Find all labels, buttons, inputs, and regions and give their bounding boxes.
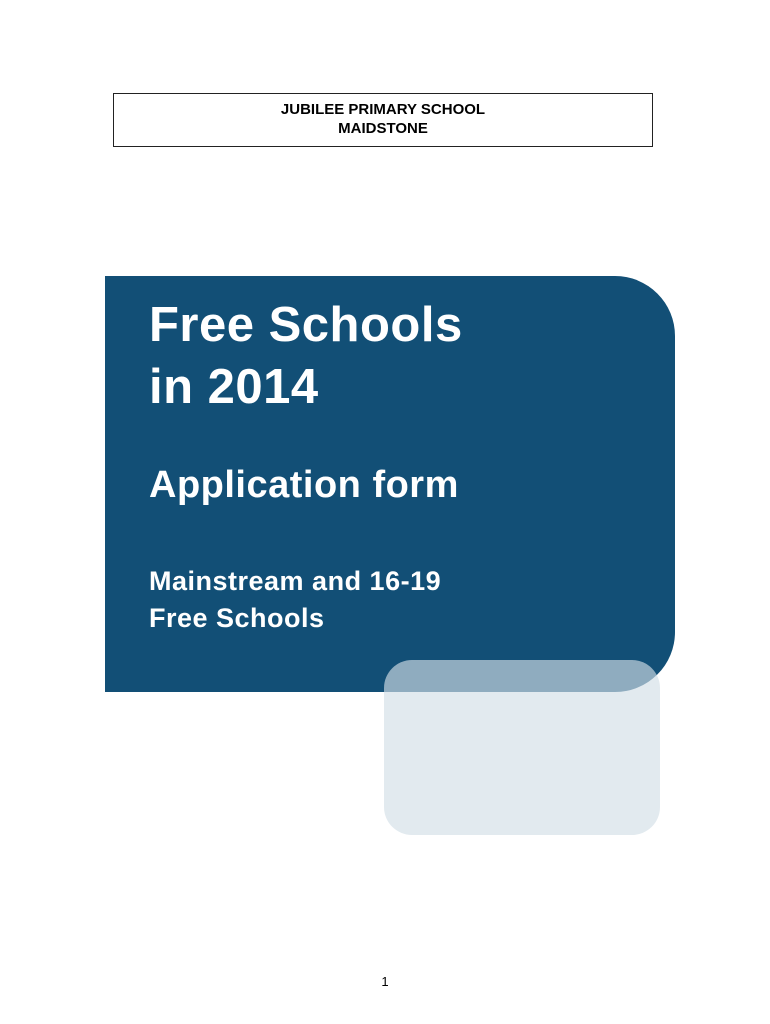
cover-title — [149, 294, 463, 418]
school-type-text — [149, 563, 441, 637]
school-type-line-2: Free Schools — [149, 603, 325, 633]
cover-title-line-1: Free Schools — [149, 298, 463, 352]
page-number: 1 — [381, 974, 389, 989]
school-type-line-1: Mainstream and 16-19 — [149, 566, 442, 596]
school-header-box — [113, 93, 653, 147]
cover-panel-corner — [105, 640, 205, 692]
cover-subtitle: Application form — [149, 464, 459, 506]
school-name: JUBILEE PRIMARY SCHOOL — [280, 101, 486, 118]
school-location: MAIDSTONE — [338, 120, 428, 137]
decorative-light-panel — [384, 660, 660, 835]
cover-title-line-2: in 2014 — [149, 360, 319, 414]
